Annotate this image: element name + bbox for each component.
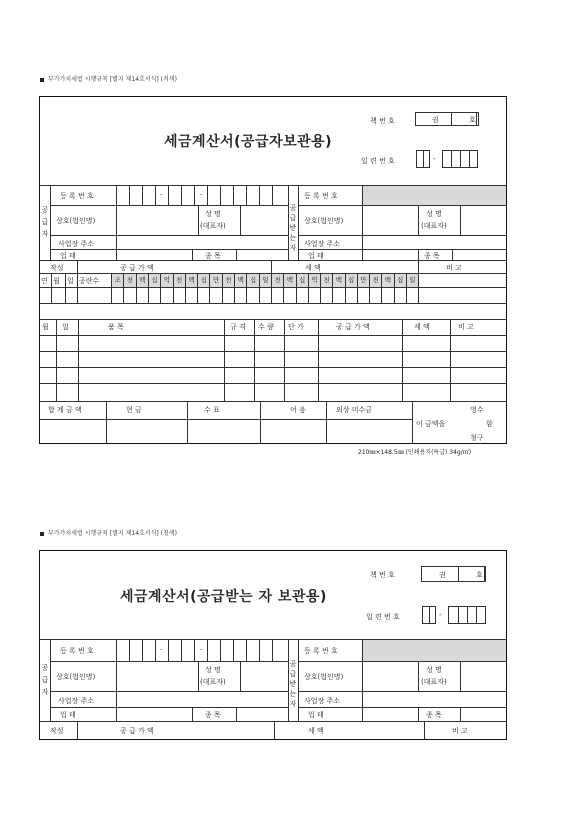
supply-digit-11: 백	[234, 273, 246, 303]
supply-digit-13: 일	[259, 273, 271, 303]
goods-header: 품 목	[108, 323, 124, 331]
item-month-header: 월	[42, 323, 49, 331]
tax-digit-7: 십	[345, 273, 357, 303]
serial-number-label: 일 련 번 호	[361, 157, 395, 165]
supplier-name-field[interactable]	[240, 205, 288, 235]
supplier-address-field[interactable]	[116, 235, 288, 249]
year-label: 연	[41, 277, 48, 285]
supplier-item-label: 종 목	[205, 252, 221, 260]
supply-digit-7: 백	[185, 273, 197, 303]
paper-size-note: 210㎜×148.5㎜ (인쇄용지(특급) 34g/㎡)	[358, 449, 472, 456]
this-amount-label: 이 금액을	[416, 420, 446, 428]
receiver-label-4: 는	[289, 234, 297, 242]
form2-supplier-company-field[interactable]	[116, 661, 198, 691]
receiver-reg-no-field[interactable]	[362, 185, 506, 205]
receiver-label-3: 받	[289, 224, 297, 232]
claim-label: 청구	[470, 434, 484, 442]
form2-receiver-reg-label: 등 록 번 호	[304, 647, 338, 655]
receiver-label-5: 자	[289, 244, 297, 252]
receiver-label-1: 공	[289, 204, 297, 212]
form2-ho-label: 호	[476, 571, 483, 579]
serial-dash: -	[433, 155, 436, 163]
supply-digit-5: 억	[160, 273, 172, 303]
form2-receiver-label-4: 는	[289, 690, 297, 698]
form-title: 세금계산서(공급자보관용)	[164, 134, 333, 150]
supplier-name-label: 성 명	[205, 210, 221, 218]
receiver-business-label: 업 태	[308, 252, 324, 260]
receiver-label-2: 급	[289, 214, 297, 222]
tax-digit-1: 천	[271, 273, 283, 303]
form2-receiver-name-label: 성 명	[426, 666, 442, 674]
remark-header: 비 고	[446, 264, 462, 272]
cash-label: 현 금	[126, 406, 142, 414]
form2-serial-label: 일 련 번 호	[366, 613, 400, 621]
unit-price-header: 단 가	[288, 323, 304, 331]
supplier-company-label: 상호(법인명)	[56, 217, 96, 225]
tax-digit-10: 백	[381, 273, 393, 303]
form-caption-top: 부가가치세법 시행규칙 [별지 제14호서식] (적색)	[40, 74, 177, 83]
form2-supplier-name-label: 성 명	[205, 666, 221, 674]
check-label: 수 표	[204, 406, 220, 414]
receiver-name-label: 성 명	[426, 210, 442, 218]
form2-receiver-business-label: 업 태	[308, 711, 324, 719]
form2-supplier-rep-label: (대표자)	[200, 678, 226, 686]
form2-receiver-name-field[interactable]	[460, 661, 506, 691]
made-date-label: 작성	[50, 264, 64, 272]
form2-receiver-label-1: 공	[289, 660, 297, 668]
form2-supplier-address-label: 사업장 주소	[58, 697, 95, 705]
form-caption-bottom: 부가가치세법 시행규칙 [별지 제14호서식] (청색)	[40, 528, 177, 537]
receiver-company-field[interactable]	[362, 205, 418, 235]
receiver-address-label: 사업장 주소	[304, 240, 341, 248]
form2-supplier-label-1: 공	[41, 664, 49, 672]
tax-invoice-form-supplier	[39, 96, 507, 444]
kwon-label: 권	[432, 116, 439, 124]
form2-receiver-label-2: 급	[289, 670, 297, 678]
tax-digit-8: 만	[357, 273, 369, 303]
supply-amount-header: 공 급 가 액	[120, 264, 154, 272]
tax-digit-4: 억	[308, 273, 320, 303]
tax-digit-5: 천	[320, 273, 332, 303]
form2-title: 세금계산서(공급받는 자 보관용)	[120, 589, 327, 605]
form2-supplier-name-field[interactable]	[240, 661, 288, 691]
supplier-company-field[interactable]	[116, 205, 198, 235]
form2-receiver-company-label: 상호(법인명)	[304, 673, 344, 681]
supply-digit-4: 십	[148, 273, 160, 303]
ho-label: 호	[469, 116, 476, 124]
receiver-reg-no-label: 등 록 번 호	[304, 192, 338, 200]
form2-supplier-address-field[interactable]	[116, 691, 288, 707]
form2-receiver-company-field[interactable]	[362, 661, 418, 691]
receipt-label: 영수	[470, 406, 484, 414]
receiver-name-field[interactable]	[460, 205, 506, 235]
form2-supplier-business-label: 업 태	[60, 711, 76, 719]
form2-supplier-company-label: 상호(법인명)	[56, 673, 96, 681]
total-amount-label: 합 계 금 액	[48, 406, 82, 414]
form2-supply-amount-header: 공 급 가 액	[120, 727, 154, 735]
qty-header: 수 량	[258, 323, 274, 331]
ham-label: 함	[486, 420, 493, 428]
form2-remark-header: 비 고	[452, 727, 468, 735]
receiver-item-label: 종 목	[424, 252, 440, 260]
supply-digit-3: 백	[136, 273, 148, 303]
form2-reg-dash-1: -	[160, 646, 163, 653]
form2-made-label: 작성	[50, 727, 64, 735]
form2-reg-dash-2: -	[200, 646, 203, 653]
supply-digit-1: 조	[111, 273, 123, 303]
form2-receiver-address-label: 사업장 주소	[304, 697, 341, 705]
supply-digit-9: 만	[209, 273, 221, 303]
form2-supplier-label-2: 급	[41, 676, 49, 684]
form2-receiver-rep-label: (대표자)	[421, 678, 447, 686]
supply-digit-8: 십	[197, 273, 209, 303]
form2-supplier-label-3: 자	[41, 688, 49, 696]
form2-book-number-label: 책 번 호	[370, 571, 395, 579]
item-remark-header: 비 고	[458, 323, 474, 331]
form2-tax-header: 세 액	[308, 727, 324, 735]
supply-digit-2: 천	[123, 273, 135, 303]
spec-header: 규 격	[230, 323, 246, 331]
reg-dash-1: -	[160, 191, 163, 198]
form2-receiver-label-3: 받	[289, 680, 297, 688]
supplier-label-1: 공	[41, 206, 49, 214]
tax-digit-2: 백	[283, 273, 295, 303]
item-supply-amount-header: 공 급 가 액	[336, 323, 370, 331]
receiver-address-field[interactable]	[362, 235, 506, 249]
receiver-rep-label: (대표자)	[421, 222, 447, 230]
tax-digit-9: 천	[369, 273, 381, 303]
form2-receiver-item-label: 종 목	[426, 711, 442, 719]
item-day-header: 일	[62, 323, 69, 331]
receiver-company-label: 상호(법인명)	[304, 217, 344, 225]
book-number-label: 책 번 호	[370, 117, 395, 125]
form2-supplier-item-label: 종 목	[205, 711, 221, 719]
tax-digit-11: 십	[394, 273, 406, 303]
tax-invoice-form-receiver	[39, 550, 507, 740]
supplier-rep-label: (대표자)	[200, 222, 226, 230]
supplier-reg-no-label: 등 록 번 호	[60, 192, 94, 200]
tax-header: 세 액	[305, 264, 321, 272]
supplier-address-label: 사업장 주소	[58, 240, 95, 248]
reg-dash-2: -	[200, 191, 203, 198]
day-label: 일	[67, 277, 74, 285]
tax-digit-12: 일	[406, 273, 418, 303]
form2-receiver-label-5: 자	[289, 700, 297, 708]
supplier-label-2: 급	[41, 218, 49, 226]
supply-digit-12: 십	[246, 273, 258, 303]
supplier-label-3: 자	[41, 230, 49, 238]
form2-receiver-reg-field[interactable]	[362, 639, 506, 661]
form2-serial-dash: -	[439, 611, 442, 619]
tax-digit-3: 십	[296, 273, 308, 303]
form2-supplier-reg-label: 등 록 번 호	[60, 647, 94, 655]
supply-digit-10: 천	[222, 273, 234, 303]
supply-digit-6: 천	[173, 273, 185, 303]
month-label: 월	[53, 277, 60, 285]
item-tax-header: 세 액	[414, 323, 430, 331]
tax-digit-6: 백	[332, 273, 344, 303]
bill-label: 어 음	[290, 406, 306, 414]
form2-receiver-address-field[interactable]	[362, 691, 506, 707]
supplier-business-label: 업 태	[60, 252, 76, 260]
form2-kwon-label: 권	[439, 571, 446, 579]
credit-label: 외상 미수금	[336, 406, 373, 414]
blank-count-label: 공란수	[79, 277, 100, 285]
